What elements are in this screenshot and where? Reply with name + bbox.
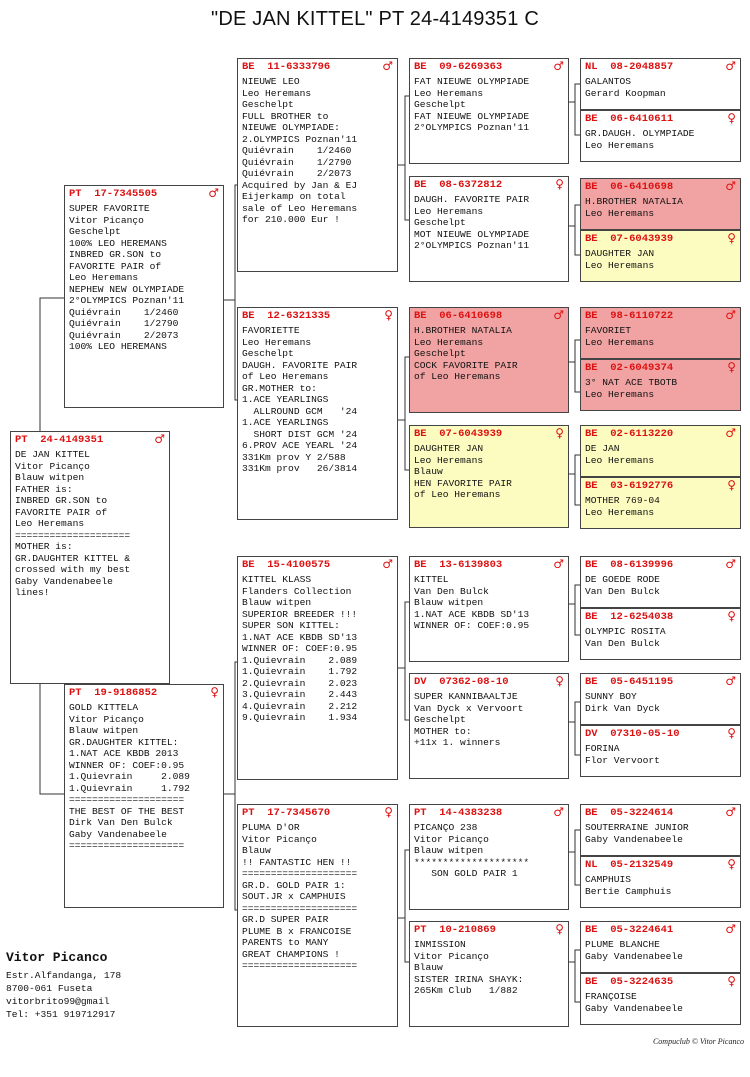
ring-number: PT 17-7345670: [242, 807, 331, 819]
pedigree-text-line: 1.Quievrain 1.792: [242, 666, 358, 677]
pedigree-box-g8: [580, 477, 741, 529]
ring-number: NL 08-2048857: [585, 61, 674, 73]
pedigree-text-line: DAUGH. FAVORITE PAIR: [242, 359, 358, 371]
pedigree-text-line: GOLD KITTELA: [69, 702, 139, 713]
ring-number: NL 05-2132549: [585, 859, 674, 871]
ring-number-header: [585, 309, 736, 323]
pedigree-box-g11: [580, 673, 741, 725]
pedigree-text-line: 3° NAT ACE TBOTB: [585, 377, 678, 388]
pedigree-text-line: THE BEST OF THE BEST: [69, 805, 185, 817]
pedigree-text-line: ********************: [414, 856, 530, 868]
pedigree-text-line: of Leo Heremans: [242, 371, 329, 382]
male-symbol-icon: ♂: [725, 308, 736, 322]
pedigree-text-line: 3.Quievrain 2.443: [242, 689, 358, 700]
pedigree-text-line: CAMPHUIS: [585, 874, 632, 885]
pedigree-text-line: PICANÇO 238: [414, 822, 478, 833]
pedigree-text-line: DE JAN: [585, 443, 620, 454]
ring-number: DV 07362-08-10: [414, 676, 509, 688]
pedigree-text-line: GR.D. GOLD PAIR 1:: [242, 879, 346, 891]
pedigree-text-line: Blauw witpen: [242, 597, 312, 608]
pedigree-text-line: PLUME B x FRANCOISE: [242, 925, 352, 937]
ring-number: PT 19-9186852: [69, 687, 158, 699]
pedigree-text-line: 331Km prov Y 2/588: [242, 451, 346, 463]
male-symbol-icon: ♂: [208, 186, 219, 200]
pedigree-text-line: Geschelpt: [414, 348, 466, 359]
pedigree-text-line: 1.NAT ACE KBDB SD'13: [414, 608, 530, 620]
pedigree-text-line: Gaby Vandenabeele: [585, 833, 683, 845]
male-symbol-icon: ♂: [553, 805, 564, 819]
ring-number: PT 24-4149351: [15, 434, 104, 446]
ring-number: DV 07310-05-10: [585, 728, 680, 740]
pedigree-text-line: 2°OLYMPICS Poznan'11: [414, 240, 530, 251]
pedigree-text-line: FAVORITE PAIR of: [15, 506, 108, 518]
ring-number-header: [242, 60, 393, 74]
pedigree-text-line: Dirk Van Dyck: [585, 702, 660, 714]
ring-number: BE 08-6372812: [414, 179, 503, 191]
pedigree-box-g15: [580, 921, 741, 973]
pedigree-text-line: FAT NIEUWE OLYMPIADE: [414, 110, 530, 122]
male-symbol-icon: ♂: [553, 308, 564, 322]
pedigree-text-line: Blauw witpen: [414, 845, 484, 856]
pedigree-box-mmm: [409, 921, 569, 1027]
pedigree-text-line: SHORT DIST GCM '24: [242, 428, 358, 440]
pedigree-text-line: ====================: [15, 529, 131, 541]
ring-number: BE 05-3224635: [585, 976, 674, 988]
ring-number-header: [585, 60, 736, 74]
pedigree-text-line: Vitor Picanço: [414, 950, 489, 962]
pedigree-text-line: Leo Heremans: [585, 207, 655, 219]
pedigree-text-line: WINNER OF: COEF:0.95: [414, 620, 530, 631]
pedigree-text-line: 100% LEO HEREMANS: [69, 237, 167, 249]
pedigree-text-line: Quiévrain 1/2790: [242, 156, 352, 168]
ring-number-header: [242, 806, 393, 820]
pedigree-box-g14: [580, 856, 741, 908]
pedigree-text-line: for 210.000 Eur !: [242, 214, 340, 225]
pedigree-box-g1: [580, 58, 741, 110]
pedigree-box-mff: [409, 556, 569, 662]
male-symbol-icon: ♂: [553, 59, 564, 73]
breeder-info: [6, 950, 121, 1021]
pedigree-text-line: DAUGHTER JAN: [585, 248, 655, 259]
pedigree-box-father: [64, 185, 224, 408]
ring-number-header: [585, 427, 736, 441]
pedigree-text-line: SOUTERRAINE JUNIOR: [585, 822, 689, 833]
pedigree-text-line: Bertie Camphuis: [585, 885, 672, 897]
pedigree-text-line: Leo Heremans: [585, 139, 655, 151]
pedigree-text-line: GREAT CHAMPIONS !: [242, 948, 340, 960]
male-symbol-icon: ♂: [725, 674, 736, 688]
male-symbol-icon: ♂: [725, 805, 736, 819]
ring-number-header: [585, 806, 736, 820]
female-symbol-icon: ♀: [384, 805, 393, 819]
ring-number-header: [585, 479, 736, 493]
pedigree-box-ff: [237, 58, 398, 272]
pedigree-box-g16: [580, 973, 741, 1025]
pedigree-text-line: SUPER SON KITTEL:: [242, 620, 340, 631]
ring-number-header: [242, 558, 393, 572]
pedigree-text-line: FAVORIETTE: [242, 325, 300, 336]
ring-number-header: [585, 727, 736, 741]
ring-number-header: [414, 675, 564, 689]
female-symbol-icon: ♀: [727, 974, 736, 988]
pedigree-text-line: 1.Quievrain 2.089: [69, 771, 190, 782]
ring-number: BE 07-6043939: [585, 233, 674, 245]
male-symbol-icon: ♂: [725, 922, 736, 936]
pedigree-text-line: MOTHER 769-04: [585, 495, 660, 506]
pedigree-text-line: OLYMPIC ROSITA: [585, 626, 666, 637]
pedigree-text-line: SUPERIOR BREEDER !!!: [242, 608, 358, 620]
female-symbol-icon: ♀: [555, 922, 564, 936]
male-symbol-icon: ♂: [725, 426, 736, 440]
pedigree-text-line: FAVORIET: [585, 325, 632, 336]
pedigree-text-line: 6.PROV ACE YEARL '24: [242, 440, 358, 451]
ring-number-header: [414, 806, 564, 820]
pedigree-text-line: crossed with my best: [15, 564, 131, 575]
pedigree-text-line: MOT NIEUWE OLYMPIADE: [414, 228, 530, 240]
pedigree-text-line: INMISSION: [414, 939, 466, 950]
pedigree-text-line: MOTHER to:: [414, 725, 472, 737]
female-symbol-icon: ♀: [727, 726, 736, 740]
pedigree-text-line: Gaby Vandenabeele: [15, 575, 113, 587]
pedigree-text-line: PARENTS to MANY: [242, 937, 329, 948]
pedigree-box-g2: [580, 110, 741, 162]
pedigree-text-line: Leo Heremans: [585, 388, 655, 400]
pedigree-box-fmf: [409, 307, 569, 413]
pedigree-text-line: 1.NAT ACE KBDB 2013: [69, 748, 179, 759]
pedigree-text-line: Vitor Picanço: [69, 713, 144, 725]
pedigree-box-g7: [580, 425, 741, 477]
breeder-city: 8700-061 Fuseta: [6, 983, 93, 994]
pedigree-text-line: H.BROTHER NATALIA: [585, 196, 683, 207]
pedigree-text-line: SOUT.JR x CAMPHUIS: [242, 891, 346, 902]
pedigree-text-line: Quiévrain 2/2073: [69, 329, 179, 341]
pedigree-box-g13: [580, 804, 741, 856]
pedigree-text-line: Eijerkamp on total: [242, 191, 346, 202]
pedigree-text-line: Leo Heremans: [69, 272, 139, 283]
ring-number-header: [585, 923, 736, 937]
pedigree-text-line: PLUMA D'OR: [242, 822, 300, 833]
pedigree-text-line: H.BROTHER NATALIA: [414, 325, 512, 336]
ring-number-header: [414, 923, 564, 937]
ring-number-header: [585, 361, 736, 375]
pedigree-text-line: Vitor Picanço: [414, 833, 489, 845]
pedigree-text-line: Blauw: [242, 845, 271, 856]
ring-number-header: [585, 975, 736, 989]
pedigree-text-line: INBRED GR.SON to: [15, 495, 108, 506]
pedigree-box-subject: [10, 431, 170, 684]
pedigree-text-line: Leo Heremans: [414, 205, 484, 217]
pedigree-text-line: Geschelpt: [242, 348, 294, 359]
ring-number-header: [585, 112, 736, 126]
female-symbol-icon: ♀: [555, 674, 564, 688]
pedigree-text-line: Van Den Bulck: [585, 585, 660, 597]
pedigree-text-line: Gaby Vandenabeele: [585, 1002, 683, 1014]
pedigree-text-line: ====================: [242, 902, 358, 914]
pedigree-box-mmf: [409, 804, 569, 910]
female-symbol-icon: ♀: [727, 231, 736, 245]
ring-number: PT 14-4383238: [414, 807, 503, 819]
male-symbol-icon: ♂: [382, 59, 393, 73]
pedigree-text-line: DE GOEDE RODE: [585, 574, 660, 585]
female-symbol-icon: ♀: [727, 857, 736, 871]
ring-number-header: [585, 675, 736, 689]
pedigree-text-line: Geschelpt: [414, 714, 466, 725]
pedigree-text-line: lines!: [15, 587, 50, 598]
pedigree-text-line: NIEUWE OLYMPIADE:: [242, 122, 340, 133]
female-symbol-icon: ♀: [727, 360, 736, 374]
ring-number: BE 11-6333796: [242, 61, 331, 73]
ring-number-header: [585, 610, 736, 624]
female-symbol-icon: ♀: [727, 609, 736, 623]
pedigree-text-line: Quiévrain 1/2460: [242, 145, 352, 156]
breeder-email: vitorbrito99@gmail: [6, 996, 110, 1007]
breeder-phone: Tel: +351 919712917: [6, 1009, 116, 1020]
ring-number: BE 05-3224614: [585, 807, 674, 819]
pedigree-text-line: INBRED GR.SON to: [69, 249, 162, 260]
pedigree-text-line: MOTHER is:: [15, 541, 73, 552]
pedigree-text-line: Vitor Picanço: [242, 833, 317, 845]
female-symbol-icon: ♀: [210, 685, 219, 699]
ring-number-header: [585, 858, 736, 872]
pedigree-text-line: Quiévrain 1/2790: [69, 318, 179, 329]
pedigree-text-line: Gaby Vandenabeele: [585, 950, 683, 962]
pedigree-text-line: Blauw witpen: [69, 725, 139, 736]
pedigree-text-line: Leo Heremans: [414, 454, 484, 466]
pedigree-text-line: SUNNY BOY: [585, 691, 637, 702]
pedigree-text-line: FRANÇOISE: [585, 991, 637, 1002]
pedigree-text-line: GALANTOS: [585, 76, 632, 87]
pedigree-text-line: SISTER IRINA SHAYK:: [414, 973, 524, 985]
pedigree-text-line: GR.MOTHER to:: [242, 382, 317, 394]
pedigree-text-line: PLUME BLANCHE: [585, 939, 660, 950]
pedigree-text-line: NIEUWE LEO: [242, 76, 300, 87]
pedigree-box-g10: [580, 608, 741, 660]
ring-number: BE 06-6410698: [414, 310, 503, 322]
ring-number-header: [414, 60, 564, 74]
pedigree-text-line: ====================: [242, 960, 358, 971]
pedigree-text-line: of Leo Heremans: [414, 489, 501, 500]
pedigree-text-line: KITTEL: [414, 574, 449, 585]
pedigree-box-ffm: [409, 176, 569, 282]
pedigree-text-line: Flor Vervoort: [585, 754, 660, 766]
pedigree-text-line: Geschelpt: [69, 226, 121, 237]
ring-number: BE 05-6451195: [585, 676, 674, 688]
pedigree-text-line: ALLROUND GCM '24: [242, 405, 358, 417]
ring-number: BE 03-6192776: [585, 480, 674, 492]
ring-number-header: [414, 309, 564, 323]
ring-number: BE 12-6254038: [585, 611, 674, 623]
pedigree-title: "DE JAN KITTEL" PT 24-4149351 C: [211, 8, 539, 30]
ring-number-header: [414, 427, 564, 441]
breeder-name: Vitor Picanco: [6, 950, 108, 965]
pedigree-text-line: COCK FAVORITE PAIR: [414, 359, 518, 371]
pedigree-text-line: Van Den Bulck: [414, 585, 489, 597]
ring-number: BE 07-6043939: [414, 428, 503, 440]
pedigree-text-line: sale of Leo Heremans: [242, 202, 358, 214]
pedigree-text-line: FORINA: [585, 743, 620, 754]
pedigree-text-line: FAT NIEUWE OLYMPIADE: [414, 76, 530, 87]
pedigree-text-line: ====================: [242, 868, 358, 879]
pedigree-text-line: +11x 1. winners: [414, 737, 501, 748]
pedigree-text-line: 4.Quievrain 2.212: [242, 700, 358, 712]
male-symbol-icon: ♂: [553, 557, 564, 571]
pedigree-box-g4: [580, 230, 741, 282]
pedigree-box-fm: [237, 307, 398, 520]
pedigree-box-g12: [580, 725, 741, 777]
ring-number-header: [69, 686, 219, 700]
ring-number-header: [242, 309, 393, 323]
female-symbol-icon: ♀: [727, 111, 736, 125]
ring-number-header: [585, 180, 736, 194]
pedigree-text-line: GR.DAUGHTER KITTEL:: [69, 736, 179, 748]
pedigree-text-line: 1.ACE YEARLINGS: [242, 417, 329, 428]
male-symbol-icon: ♂: [382, 557, 393, 571]
male-symbol-icon: ♂: [154, 432, 165, 446]
pedigree-text-line: SON GOLD PAIR 1: [414, 868, 518, 879]
female-symbol-icon: ♀: [727, 478, 736, 492]
pedigree-text-line: FATHER is:: [15, 483, 73, 495]
pedigree-box-g3: [580, 178, 741, 230]
pedigree-text-line: DAUGH. FAVORITE PAIR: [414, 194, 530, 205]
pedigree-text-line: GR.DAUGHTER KITTEL &: [15, 552, 131, 564]
pedigree-text-line: Leo Heremans: [242, 87, 312, 99]
pedigree-text-line: KITTEL KLASS: [242, 574, 312, 585]
pedigree-text-line: Leo Heremans: [15, 518, 85, 529]
ring-number: BE 15-4100575: [242, 559, 331, 571]
pedigree-text-line: 9.Quievrain 1.934: [242, 712, 358, 723]
ring-number: BE 13-6139803: [414, 559, 503, 571]
pedigree-text-line: GR.D SUPER PAIR: [242, 914, 329, 925]
footer-credit: Compuclub © Vitor Picanco: [652, 1037, 744, 1046]
pedigree-text-line: Leo Heremans: [414, 336, 484, 348]
ring-number-header: [414, 178, 564, 192]
pedigree-text-line: FULL BROTHER to: [242, 110, 329, 122]
pedigree-text-line: GR.DAUGH. OLYMPIADE: [585, 128, 695, 139]
pedigree-text-line: Flanders Collection: [242, 585, 352, 597]
pedigree-text-line: DE JAN KITTEL: [15, 449, 90, 460]
pedigree-text-line: 2°OLYMPICS Poznan'11: [69, 295, 185, 306]
ring-number: BE 06-6410698: [585, 181, 674, 193]
ring-number-header: [585, 232, 736, 246]
pedigree-text-line: Dirk Van Den Bulck: [69, 817, 173, 828]
pedigree-box-fff: [409, 58, 569, 164]
ring-number: BE 05-3224641: [585, 924, 674, 936]
ring-number-header: [414, 558, 564, 572]
pedigree-text-line: Gerard Koopman: [585, 87, 666, 99]
pedigree-text-line: DAUGHTER JAN: [414, 443, 484, 454]
pedigree-text-line: Geschelpt: [414, 99, 466, 110]
pedigree-box-g6: [580, 359, 741, 411]
pedigree-text-line: Vitor Picanço: [15, 460, 90, 472]
pedigree-text-line: 1.NAT ACE KBDB SD'13: [242, 631, 358, 643]
pedigree-box-mother: [64, 684, 224, 908]
pedigree-text-line: Leo Heremans: [585, 506, 655, 518]
female-symbol-icon: ♀: [555, 177, 564, 191]
pedigree-text-line: Gaby Vandenabeele: [69, 828, 167, 840]
pedigree-text-line: Leo Heremans: [585, 336, 655, 348]
pedigree-text-line: Blauw witpen: [15, 472, 85, 483]
pedigree-box-mf: [237, 556, 398, 780]
ring-number-header: [15, 433, 165, 447]
pedigree-text-line: !! FANTASTIC HEN !!: [242, 856, 352, 868]
pedigree-text-line: Van Den Bulck: [585, 637, 660, 649]
pedigree-text-line: 2.OLYMPICS Poznan'11: [242, 133, 358, 145]
ring-number: PT 10-210869: [414, 924, 496, 936]
ring-number-header: [69, 187, 219, 201]
pedigree-box-mfm: [409, 673, 569, 779]
male-symbol-icon: ♂: [725, 557, 736, 571]
pedigree-text-line: FAVORITE PAIR of: [69, 260, 162, 272]
pedigree-text-line: HEN FAVORITE PAIR: [414, 477, 512, 489]
pedigree-text-line: 2°OLYMPICS Poznan'11: [414, 122, 530, 133]
pedigree-text-line: ====================: [69, 840, 185, 851]
pedigree-text-line: Acquired by Jan & EJ: [242, 179, 358, 191]
pedigree-text-line: WINNER OF: COEF:0.95: [69, 759, 185, 771]
ring-number: BE 06-6410611: [585, 113, 674, 125]
pedigree-text-line: Geschelpt: [242, 99, 294, 110]
pedigree-box-g9: [580, 556, 741, 608]
ring-number: BE 98-6110722: [585, 310, 674, 322]
ring-number: BE 09-6269363: [414, 61, 503, 73]
pedigree-text-line: WINNER OF: COEF:0.95: [242, 643, 358, 654]
pedigree-box-g5: [580, 307, 741, 359]
pedigree-text-line: 265Km Club 1/882: [414, 985, 518, 996]
pedigree-text-line: Geschelpt: [414, 217, 466, 228]
male-symbol-icon: ♂: [725, 59, 736, 73]
pedigree-box-fmm: [409, 425, 569, 528]
female-symbol-icon: ♀: [555, 426, 564, 440]
female-symbol-icon: ♀: [384, 308, 393, 322]
pedigree-text-line: of Leo Heremans: [414, 371, 501, 382]
pedigree-text-line: Quiévrain 1/2460: [69, 306, 179, 318]
male-symbol-icon: ♂: [725, 179, 736, 193]
pedigree-text-line: Vitor Picanço: [69, 214, 144, 226]
breeder-address: Estr.Alfandanga, 178: [6, 970, 122, 981]
pedigree-text-line: 2.Quievrain 2.023: [242, 677, 358, 689]
ring-number: BE 02-6049374: [585, 362, 674, 374]
pedigree-text-line: ====================: [69, 794, 185, 805]
ring-number: BE 02-6113220: [585, 428, 674, 440]
pedigree-text-line: Blauw witpen: [414, 597, 484, 608]
ring-number: BE 08-6139996: [585, 559, 674, 571]
ring-number: PT 17-7345505: [69, 188, 158, 200]
pedigree-text-line: SUPER KANNIBAALTJE: [414, 691, 518, 702]
pedigree-text-line: Blauw: [414, 466, 443, 477]
pedigree-text-line: Blauw: [414, 962, 443, 973]
pedigree-text-line: 1.Quievrain 2.089: [242, 654, 358, 666]
pedigree-text-line: Van Dyck x Vervoort: [414, 702, 524, 714]
ring-number-header: [585, 558, 736, 572]
pedigree-text-line: 331Km prov 26/3814: [242, 463, 358, 474]
pedigree-text-line: 1.Quievrain 1.792: [69, 782, 190, 794]
pedigree-text-line: Leo Heremans: [585, 259, 655, 271]
pedigree-text-line: Leo Heremans: [242, 336, 312, 348]
pedigree-text-line: 100% LEO HEREMANS: [69, 341, 167, 352]
ring-number: BE 12-6321335: [242, 310, 331, 322]
pedigree-text-line: SUPER FAVORITE: [69, 203, 150, 214]
pedigree-text-line: 1.ACE YEARLINGS: [242, 394, 329, 405]
pedigree-text-line: Leo Heremans: [585, 454, 655, 466]
pedigree-box-mm: [237, 804, 398, 1027]
pedigree-text-line: NEPHEW NEW OLYMPIADE: [69, 283, 185, 295]
pedigree-text-line: Leo Heremans: [414, 87, 484, 99]
pedigree-text-line: Quiévrain 2/2073: [242, 168, 352, 179]
